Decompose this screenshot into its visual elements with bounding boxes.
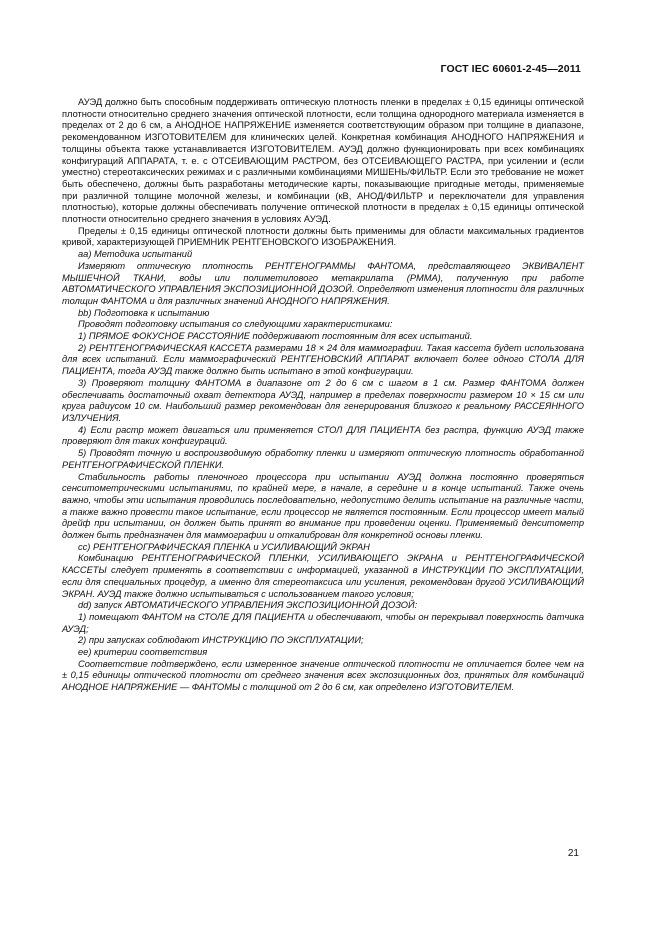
paragraph-preparation-intro: Проводят подготовку испытания со следующими характеристиками: [78, 319, 393, 330]
document-body [62, 97, 584, 694]
list-item-film-processing: 5) Проводят точную и воспроизводимую обработку пленки и измеряют оптическую плотность обработанной РЕНТГЕНОГРАФИЧЕСКОЙ ПЛЕНКИ. [62, 448, 584, 470]
heading-compliance-criteria: ее) критерии соответствия [78, 647, 208, 658]
list-item-grid-movement: 4) Если растр может двигаться или применяется СТОЛ ДЛЯ ПАЦИЕНТА без растра, функцию АУЭД также проверяют для таких конфигураций. [62, 424, 584, 447]
list-item-cassette: 2) РЕНТГЕНОГРАФИЧЕСКАЯ КАССЕТА размерами 18 × 24 для маммографии. Такая кассета будет использована для всех испытаний. Если маммографический РЕНТГЕНОВСКИЙ АППАРАТ включает более одного СТОЛА ДЛЯ ПАЦИЕНТА, тогда АУЭД также должно быть испытано в этой конфигурации. [62, 342, 584, 377]
paragraph-film-screen-combination: Комбинацию РЕНТГЕНОГРАФИЧЕСКОЙ ПЛЕНКИ, УСИЛИВАЮЩЕГО ЭКРАНА и РЕНТГЕНОГРАФИЧЕСКОЙ КАССЕТЫ следует применять в соответствии с информацией, указанной в ИНСТРУКЦИИ ПО ЭКСПЛУАТАЦИИ, если для специальных процедур, а именно для стереотаксиса или усиления, рекомендован другой УСИЛИВАЮЩИЙ ЭКРАН. АУЭД также должно испытываться с использованием такого условия; [62, 553, 584, 599]
standard-header: ГОСТ IEC 60601-2-45—2011 [440, 63, 581, 75]
paragraph-compliance: Соответствие подтверждено, если измеренное значение оптической плотности не отличается более чем на ± 0,15 единицы оптической плотности от среднего значения всех экспозиционных доз, принятых для комбинаций АНОДНОЕ НАПРЯЖЕНИЕ — ФАНТОМЫ с толщиной от 2 до 6 см, как определено ИЗГОТОВИТЕЛЕМ. [62, 658, 584, 693]
paragraph-test-method: Измеряют оптическую плотность РЕНТГЕНОГРАММЫ ФАНТОМА, представляющего ЭКВИВАЛЕНТ МЫШЕЧНОЙ ТКАНИ, воды или полиметилового метакрилата (РММА), полученную при работе АВТОМАТИЧЕСКОГО УПРАВЛЕНИЯ ЭКСПОЗИЦИОННОЙ ДОЗОЙ. Определяют изменения плотности для различных толщин ФАНТОМА и для различных значений АНОДНОГО НАПРЯЖЕНИЯ. [62, 260, 584, 306]
heading-film-and-screen: сс) РЕНТГЕНОГРАФИЧЕСКАЯ ПЛЕНКА и УСИЛИВАЮЩИЙ ЭКРАН [78, 541, 370, 552]
list-item-phantom-thickness: 3) Проверяют толщину ФАНТОМА в диапазоне от 2 до 6 см с шагом в 1 см. Размер ФАНТОМА должен обеспечивать достаточный охват детектора АУЭД, например в пределах поверхности размером 10 × 15 см или круга радиусом 10 см. Наибольший размер рекомендован для генерирования близкого к реальному РАССЕЯННОГО ИЗЛУЧЕНИЯ. [62, 377, 584, 423]
paragraph-requirement: АУЭД должно быть способным поддерживать оптическую плотность пленки в пределах ± 0,15 единицы оптической плотности относительно среднего значения оптической плотности, если толщина однородного материала изменяется в пределах от 2 до 6 см, а АНОДНОЕ НАПРЯЖЕНИЕ изменяется соответствующим образом при толщине в диапазоне, рекомендованном ИЗГОТОВИТЕЛЕМ для клинических целей. Конкретная комбинация АНОДНОГО НАПРЯЖЕНИЯ и толщины объекта также устанавливается ИЗГОТОВИТЕЛЕМ. АУЭД должно функционировать при всех комбинациях конфигураций АППАРАТА, т. е. с ОТСЕИВАЮЩИМ РАСТРОМ, без ОТСЕИВАЮЩЕГО РАСТРА, при усилении и (если уместно) стереотаксических режимах и с различными комбинациями МИШЕНЬ/ФИЛЬТР. Если это требование не может быть обеспечено, должны быть разработаны методические карты, показывающие пригодные методы, применяемые при различной толщине молочной железы, и комбинации (кВ, АНОД/ФИЛЬТР и переключатели для управления плотностью), которые должны обеспечивать получение оптической плотности в пределах ± 0,15 единицы оптической плотности относительно среднего значения в условиях АУЭД. [62, 97, 584, 225]
heading-test-method: аа) Методика испытаний [78, 249, 193, 260]
list-item-follow-instructions: 2) при запусках соблюдают ИНСТРУКЦИЮ ПО ЭКСПЛУАТАЦИИ; [78, 635, 364, 646]
paragraph-processor-stability: Стабильность работы пленочного процессора при испытании АУЭД должна постоянно проверяться сенситометрическими испытаниями, по крайней мере, в начале, в середине и в конце испытаний. Также очень важно, чтобы эти испытания проводились последовательно, недопустимо делить испытание на различные части, а также важно провести такое испытание, если процессор не является постоянным. Если процессор имеет малый дрейф при испытании, он должен быть принят во внимание при проведении оценки. Применяемый денситометр должен быть предназначен для маммографии и откалиброван для конкретной основы пленки. [62, 471, 584, 541]
paragraph-limits: Пределы ± 0,15 единицы оптической плотности должны быть применимы для области максимальных градиентов кривой, характеризующей ПРИЕМНИК РЕНТГЕНОВСКОГО ИЗОБРАЖЕНИЯ. [62, 225, 584, 248]
list-item-place-phantom: 1) помещают ФАНТОМ на СТОЛЕ ДЛЯ ПАЦИЕНТА и обеспечивают, чтобы он перекрывал поверхность датчика АУЭД; [62, 611, 584, 634]
heading-test-preparation: bb) Подготовка к испытанию [78, 307, 210, 318]
page-number: 21 [567, 848, 579, 859]
heading-aec-start: dd) запуск АВТОМАТИЧЕСКОГО УПРАВЛЕНИЯ ЭКСПОЗИЦИОННОЙ ДОЗОЙ: [78, 600, 418, 611]
list-item-focal-distance: 1) ПРЯМОЕ ФОКУСНОЕ РАССТОЯНИЕ поддерживают постоянным для всех испытаний. [78, 331, 473, 342]
